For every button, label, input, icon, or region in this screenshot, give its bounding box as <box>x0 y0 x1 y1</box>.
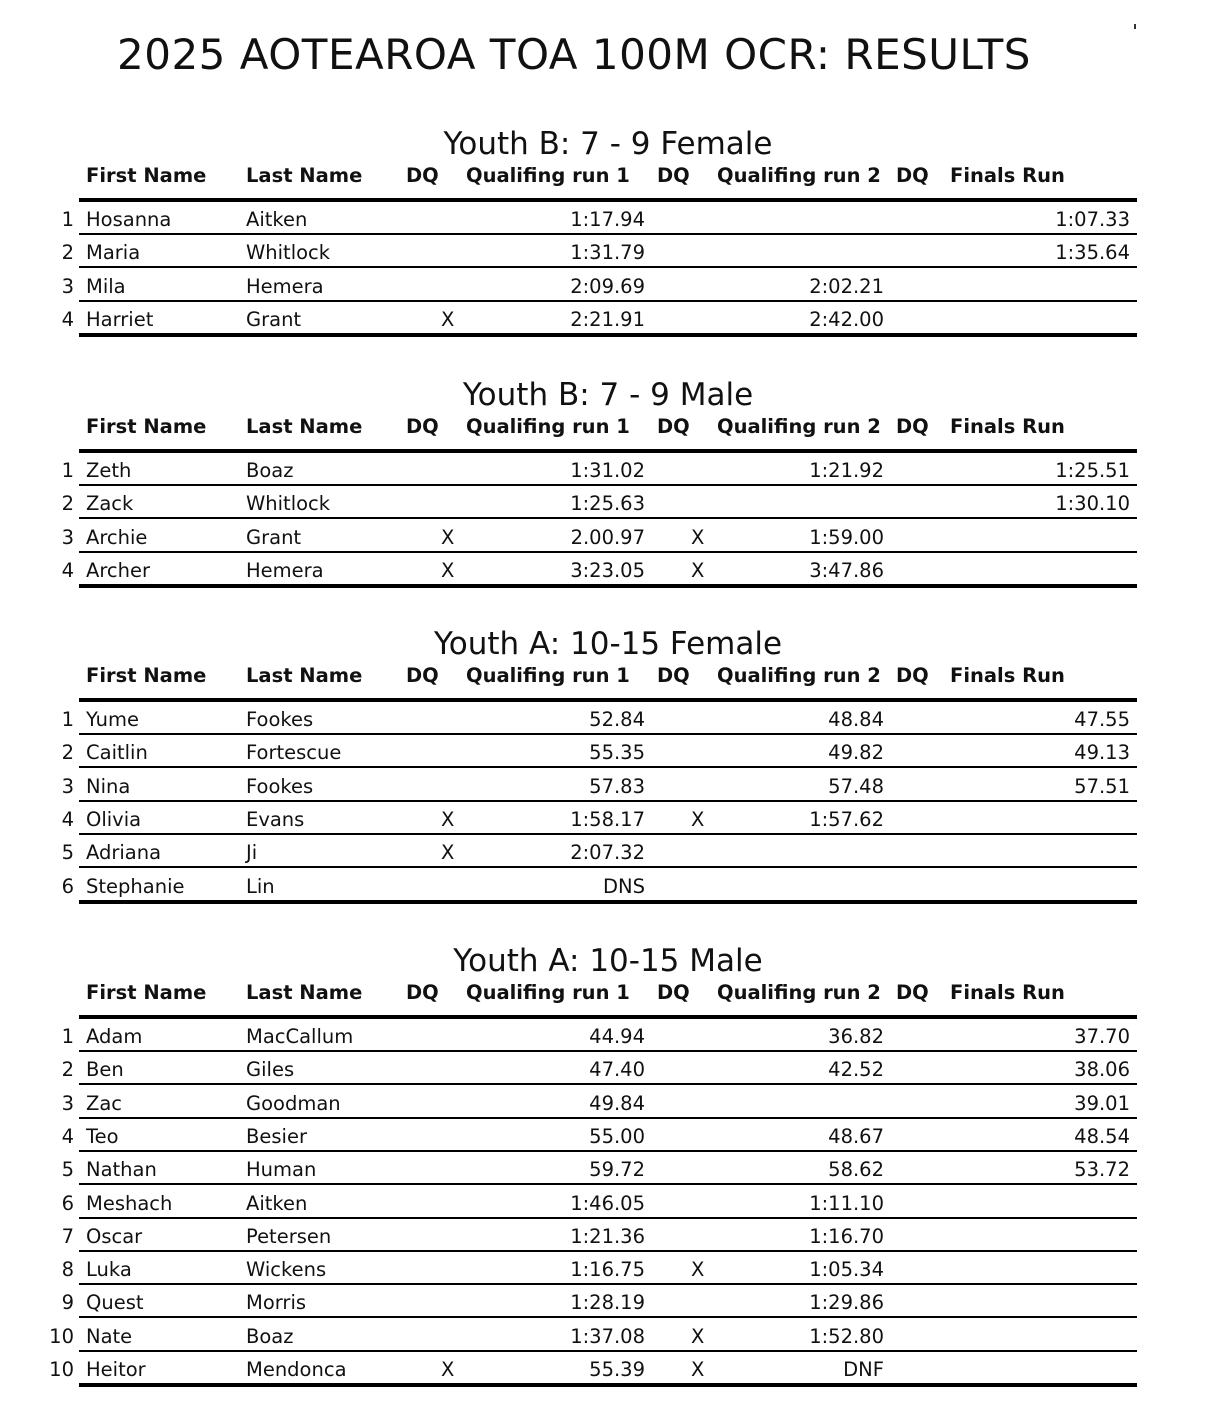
last-name-cell: Evans <box>246 807 305 831</box>
rank-cell: 3 <box>61 274 74 298</box>
results-section <box>0 126 1206 339</box>
last-name-cell: Fookes <box>246 708 314 731</box>
last-name-cell: Whitlock <box>246 241 331 265</box>
last-name-cell: Aitken <box>246 208 308 231</box>
header-qualifying-run-2: Qualifing run 2 <box>717 415 881 438</box>
table-row <box>0 269 1206 302</box>
table-row <box>0 1252 1206 1285</box>
dq1-cell: X <box>441 307 455 331</box>
dq2-cell: X <box>691 1324 705 1348</box>
qualifying-run-2-cell: 2:42.00 <box>809 307 884 331</box>
qualifying-run-2-cell: 1:16.70 <box>809 1224 884 1248</box>
header-first-name: First Name <box>86 664 207 687</box>
finals-run-cell: 37.70 <box>1074 1025 1130 1048</box>
header-dq-3: DQ <box>896 664 929 687</box>
header-dq-3: DQ <box>896 164 929 187</box>
last-name-cell: Giles <box>246 1058 295 1082</box>
qualifying-run-1-cell: 2:07.32 <box>570 841 645 865</box>
qualifying-run-1-cell: 1:31.02 <box>570 459 645 482</box>
header-finals-run: Finals Run <box>950 981 1065 1004</box>
header-qualifying-run-2: Qualifing run 2 <box>717 164 881 187</box>
header-qualifying-run-1: Qualifing run 1 <box>466 664 630 687</box>
first-name-cell: Archie <box>86 525 148 549</box>
qualifying-run-1-cell: 1:16.75 <box>570 1258 645 1282</box>
dq1-cell: X <box>441 1358 455 1381</box>
qualifying-run-1-cell: 44.94 <box>589 1025 645 1048</box>
header-dq-2: DQ <box>657 164 690 187</box>
dq2-cell: X <box>691 525 705 549</box>
rank-cell: 6 <box>61 874 74 898</box>
rank-cell: 8 <box>61 1258 74 1282</box>
section-title: Youth A: 10-15 Male <box>453 943 763 979</box>
rank-cell: 10 <box>49 1358 74 1381</box>
rank-cell: 2 <box>61 741 74 765</box>
rank-cell: 3 <box>61 1091 74 1115</box>
rank-cell: 1 <box>61 1025 74 1048</box>
header-finals-run: Finals Run <box>950 664 1065 687</box>
rank-cell: 4 <box>61 558 74 582</box>
last-name-cell: Boaz <box>246 459 294 482</box>
finals-run-cell: 1:30.10 <box>1055 492 1130 516</box>
dq1-cell: X <box>441 807 455 831</box>
table-row <box>0 769 1206 802</box>
rank-cell: 3 <box>61 774 74 798</box>
table-row <box>0 486 1206 519</box>
qualifying-run-1-cell: 2:09.69 <box>570 274 645 298</box>
last-name-cell: Besier <box>246 1124 307 1148</box>
rank-cell: 1 <box>61 208 74 231</box>
rank-cell: 2 <box>61 492 74 516</box>
last-name-cell: Morris <box>246 1291 307 1315</box>
rank-cell: 1 <box>61 459 74 482</box>
last-name-cell: Boaz <box>246 1324 294 1348</box>
rank-cell: 3 <box>61 525 74 549</box>
qualifying-run-2-cell: 1:52.80 <box>809 1324 884 1348</box>
last-name-cell: Mendonca <box>246 1358 347 1381</box>
header-first-name: First Name <box>86 164 207 187</box>
last-name-cell: Hemera <box>246 558 324 582</box>
last-name-cell: Human <box>246 1158 317 1182</box>
header-first-name: First Name <box>86 415 207 438</box>
last-name-cell: Grant <box>246 307 302 331</box>
finals-run-cell: 53.72 <box>1074 1158 1130 1182</box>
rank-cell: 2 <box>61 241 74 265</box>
finals-run-cell: 1:25.51 <box>1055 459 1130 482</box>
first-name-cell: Zeth <box>86 459 132 482</box>
header-finals-run: Finals Run <box>950 415 1065 438</box>
qualifying-run-2-cell: 1:05.34 <box>809 1258 884 1282</box>
qualifying-run-1-cell: 1:21.36 <box>570 1224 645 1248</box>
section-title: Youth A: 10-15 Female <box>433 626 783 662</box>
finals-run-cell: 57.51 <box>1074 774 1130 798</box>
qualifying-run-2-cell: DNF <box>843 1358 884 1381</box>
table-header <box>0 415 1206 441</box>
dq2-cell: X <box>691 807 705 831</box>
table-row <box>0 1019 1206 1052</box>
table-row <box>0 1285 1206 1318</box>
rank-cell: 1 <box>61 708 74 731</box>
last-name-cell: Aitken <box>246 1191 308 1215</box>
qualifying-run-2-cell: 1:57.62 <box>809 807 884 831</box>
last-name-cell: Wickens <box>246 1258 327 1282</box>
dq2-cell: X <box>691 558 705 582</box>
rank-cell: 5 <box>61 1158 74 1182</box>
qualifying-run-2-cell: 36.82 <box>828 1025 884 1048</box>
header-dq-2: DQ <box>657 415 690 438</box>
table-row <box>0 1086 1206 1119</box>
table-row <box>0 802 1206 835</box>
results-section <box>0 943 1206 1389</box>
qualifying-run-1-cell: 1:31.79 <box>570 241 645 265</box>
last-name-cell: Petersen <box>246 1224 332 1248</box>
qualifying-run-2-cell: 1:59.00 <box>809 525 884 549</box>
results-section <box>0 377 1206 590</box>
results-section <box>0 626 1206 906</box>
table-header <box>0 981 1206 1007</box>
qualifying-run-1-cell: 1:28.19 <box>570 1291 645 1315</box>
qualifying-run-1-cell: 55.39 <box>589 1358 645 1381</box>
first-name-cell: Hosanna <box>86 208 172 231</box>
first-name-cell: Quest <box>86 1291 144 1315</box>
table-bottom-rule <box>79 1383 1137 1387</box>
first-name-cell: Meshach <box>86 1191 173 1215</box>
header-last-name: Last Name <box>246 664 363 687</box>
table-row <box>0 302 1206 335</box>
header-first-name: First Name <box>86 981 207 1004</box>
first-name-cell: Caitlin <box>86 741 148 765</box>
last-name-cell: Hemera <box>246 274 324 298</box>
table-bottom-rule <box>79 900 1137 904</box>
qualifying-run-1-cell: 57.83 <box>589 774 645 798</box>
table-bottom-rule <box>79 584 1137 588</box>
qualifying-run-1-cell: 1:37.08 <box>570 1324 645 1348</box>
qualifying-run-1-cell: 1:25.63 <box>570 492 645 516</box>
qualifying-run-2-cell: 1:21.92 <box>809 459 884 482</box>
qualifying-run-1-cell: 2:21.91 <box>570 307 645 331</box>
finals-run-cell: 48.54 <box>1074 1124 1130 1148</box>
qualifying-run-2-cell: 48.67 <box>828 1124 884 1148</box>
header-last-name: Last Name <box>246 164 363 187</box>
dq1-cell: X <box>441 558 455 582</box>
qualifying-run-2-cell: 42.52 <box>828 1058 884 1082</box>
header-qualifying-run-2: Qualifing run 2 <box>717 981 881 1004</box>
last-name-cell: Ji <box>246 841 258 865</box>
first-name-cell: Heitor <box>86 1358 146 1381</box>
table-row <box>0 835 1206 868</box>
last-name-cell: Grant <box>246 525 302 549</box>
table-row <box>0 235 1206 268</box>
table-row <box>0 1319 1206 1352</box>
table-row <box>0 1186 1206 1219</box>
table-row <box>0 1352 1206 1385</box>
table-row <box>0 735 1206 768</box>
dq1-cell: X <box>441 841 455 865</box>
dq1-cell: X <box>441 525 455 549</box>
header-last-name: Last Name <box>246 981 363 1004</box>
first-name-cell: Nina <box>86 774 131 798</box>
qualifying-run-1-cell: 3:23.05 <box>570 558 645 582</box>
table-row <box>0 453 1206 486</box>
first-name-cell: Maria <box>86 241 141 265</box>
header-dq-1: DQ <box>406 664 439 687</box>
qualifying-run-1-cell: 55.00 <box>589 1124 645 1148</box>
table-header <box>0 664 1206 690</box>
qualifying-run-1-cell: 52.84 <box>589 708 645 731</box>
qualifying-run-1-cell: 55.35 <box>589 741 645 765</box>
qualifying-run-2-cell: 1:11.10 <box>809 1191 884 1215</box>
qualifying-run-1-cell: DNS <box>603 874 645 898</box>
first-name-cell: Oscar <box>86 1224 143 1248</box>
header-dq-1: DQ <box>406 164 439 187</box>
qualifying-run-1-cell: 49.84 <box>589 1091 645 1115</box>
table-row <box>0 1152 1206 1185</box>
rank-cell: 2 <box>61 1058 74 1082</box>
first-name-cell: Nate <box>86 1324 133 1348</box>
header-dq-2: DQ <box>657 981 690 1004</box>
first-name-cell: Adriana <box>86 841 162 865</box>
table-row <box>0 1052 1206 1085</box>
qualifying-run-1-cell: 1:58.17 <box>570 807 645 831</box>
header-dq-3: DQ <box>896 415 929 438</box>
dq2-cell: X <box>691 1358 705 1381</box>
rank-cell: 4 <box>61 307 74 331</box>
rank-cell: 5 <box>61 841 74 865</box>
header-qualifying-run-1: Qualifing run 1 <box>466 415 630 438</box>
finals-run-cell: 1:07.33 <box>1055 208 1130 231</box>
header-dq-1: DQ <box>406 981 439 1004</box>
last-name-cell: Goodman <box>246 1091 341 1115</box>
header-dq-1: DQ <box>406 415 439 438</box>
qualifying-run-2-cell: 3:47.86 <box>809 558 884 582</box>
rank-cell: 9 <box>61 1291 74 1315</box>
table-row <box>0 869 1206 902</box>
last-name-cell: Whitlock <box>246 492 331 516</box>
header-dq-3: DQ <box>896 981 929 1004</box>
qualifying-run-1-cell: 59.72 <box>589 1158 645 1182</box>
finals-run-cell: 1:35.64 <box>1055 241 1130 265</box>
header-last-name: Last Name <box>246 415 363 438</box>
first-name-cell: Mila <box>86 274 126 298</box>
qualifying-run-2-cell: 1:29.86 <box>809 1291 884 1315</box>
first-name-cell: Harriet <box>86 307 154 331</box>
qualifying-run-1-cell: 1:17.94 <box>570 208 645 231</box>
page-speck <box>1134 24 1136 29</box>
qualifying-run-2-cell: 49.82 <box>828 741 884 765</box>
finals-run-cell: 39.01 <box>1074 1091 1130 1115</box>
last-name-cell: Fortescue <box>246 741 342 765</box>
first-name-cell: Yume <box>86 708 140 731</box>
first-name-cell: Ben <box>86 1058 124 1082</box>
section-title: Youth B: 7 - 9 Female <box>443 126 773 162</box>
rank-cell: 10 <box>49 1324 74 1348</box>
qualifying-run-2-cell: 2:02.21 <box>809 274 884 298</box>
table-row <box>0 702 1206 735</box>
first-name-cell: Nathan <box>86 1158 157 1182</box>
first-name-cell: Archer <box>86 558 151 582</box>
qualifying-run-1-cell: 47.40 <box>589 1058 645 1082</box>
section-title: Youth B: 7 - 9 Male <box>462 377 754 413</box>
first-name-cell: Luka <box>86 1258 132 1282</box>
rank-cell: 6 <box>61 1191 74 1215</box>
header-finals-run: Finals Run <box>950 164 1065 187</box>
qualifying-run-1-cell: 1:46.05 <box>570 1191 645 1215</box>
rank-cell: 7 <box>61 1224 74 1248</box>
qualifying-run-2-cell: 58.62 <box>828 1158 884 1182</box>
header-qualifying-run-2: Qualifing run 2 <box>717 664 881 687</box>
header-qualifying-run-1: Qualifing run 1 <box>466 164 630 187</box>
rank-cell: 4 <box>61 1124 74 1148</box>
table-bottom-rule <box>79 333 1137 337</box>
first-name-cell: Adam <box>86 1025 143 1048</box>
qualifying-run-2-cell: 57.48 <box>828 774 884 798</box>
rank-cell: 4 <box>61 807 74 831</box>
qualifying-run-1-cell: 2.00.97 <box>570 525 645 549</box>
finals-run-cell: 47.55 <box>1074 708 1130 731</box>
first-name-cell: Zack <box>86 492 134 516</box>
first-name-cell: Stephanie <box>86 874 185 898</box>
table-row <box>0 202 1206 235</box>
finals-run-cell: 49.13 <box>1074 741 1130 765</box>
table-row <box>0 520 1206 553</box>
last-name-cell: Fookes <box>246 774 314 798</box>
dq2-cell: X <box>691 1258 705 1282</box>
finals-run-cell: 38.06 <box>1074 1058 1130 1082</box>
first-name-cell: Teo <box>86 1124 119 1148</box>
table-row <box>0 553 1206 586</box>
table-row <box>0 1219 1206 1252</box>
page-title: 2025 AOTEAROA TOA 100M OCR: RESULTS <box>117 30 1031 79</box>
qualifying-run-2-cell: 48.84 <box>828 708 884 731</box>
table-header <box>0 164 1206 190</box>
last-name-cell: Lin <box>246 874 275 898</box>
last-name-cell: MacCallum <box>246 1025 354 1048</box>
header-qualifying-run-1: Qualifing run 1 <box>466 981 630 1004</box>
table-row <box>0 1119 1206 1152</box>
header-dq-2: DQ <box>657 664 690 687</box>
first-name-cell: Zac <box>86 1091 123 1115</box>
first-name-cell: Olivia <box>86 807 142 831</box>
